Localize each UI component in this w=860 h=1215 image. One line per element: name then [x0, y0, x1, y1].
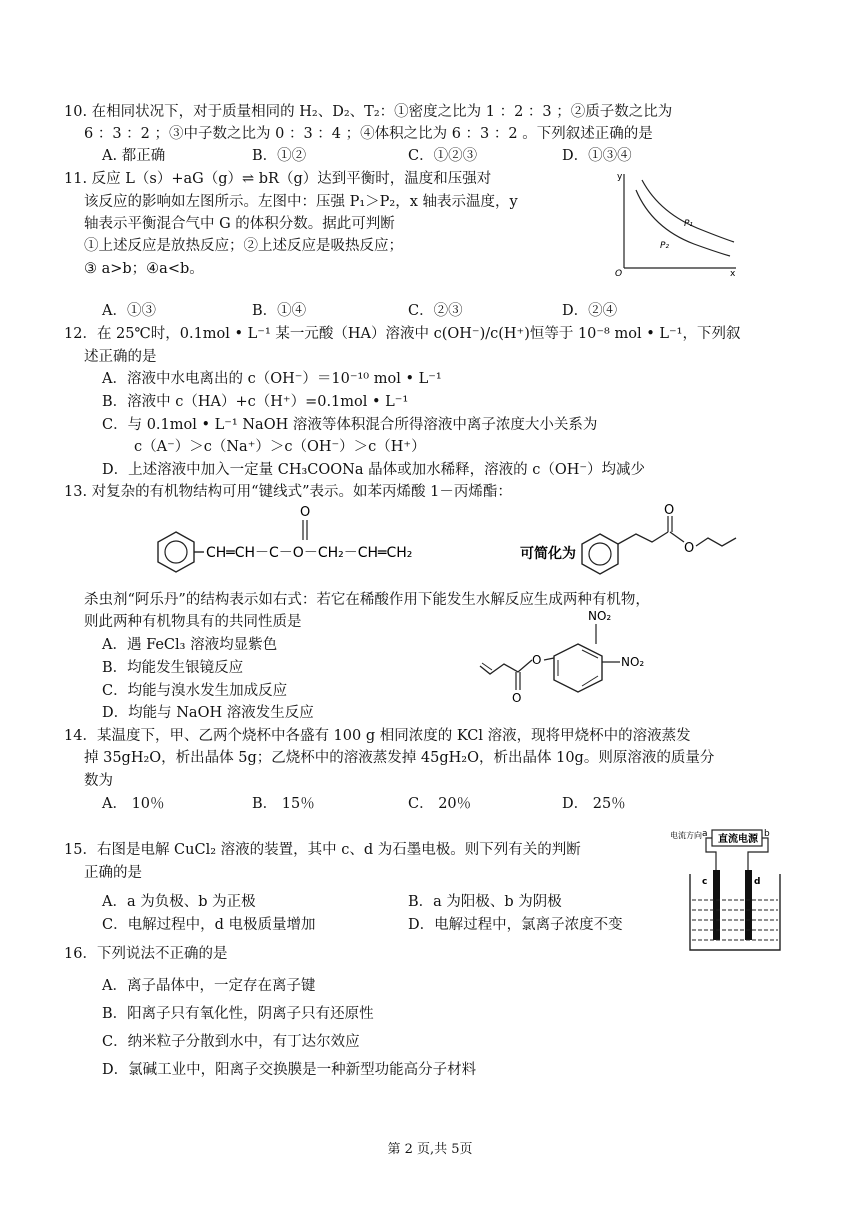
struct-o-ester: O: [532, 653, 542, 667]
q11-option-b: B．①④: [252, 303, 307, 319]
q16-option-d: D．氯碱工业中，阳离子交换膜是一种新型功能高分子材料: [102, 1062, 477, 1078]
q14-line3: 数为: [84, 773, 113, 789]
q12-option-a: A．溶液中水电离出的 c（OH⁻）＝10⁻¹⁰ mol • L⁻¹: [102, 371, 442, 387]
q15-option-b: B．a 为阳极、b 为阴极: [408, 894, 562, 910]
q14-line2: 掉 35gH₂O，析出晶体 5g；乙烧杯中的溶液蒸发掉 45gH₂O，析出晶体 10g。则原溶液的质量分: [84, 750, 715, 766]
q16-line1: 16．下列说法不正确的是: [64, 946, 228, 962]
y-axis-label: y: [617, 172, 623, 182]
q11-line3: 轴表示平衡混合气中 G 的体积分数。据此可判断: [84, 216, 395, 232]
simplify-label: 可简化为: [520, 546, 576, 562]
q11-option-a: A．①③: [102, 303, 156, 319]
struct-no2-right: NO₂: [621, 655, 645, 669]
q12-option-c-cont: c（A⁻）＞c（Na⁺）＞c（OH⁻）＞c（H⁺）: [134, 439, 426, 455]
power-label: 直流电源: [718, 834, 758, 845]
q10-option-c: C．①②③: [408, 148, 478, 164]
terminal-b-label: b: [764, 829, 770, 839]
x-axis-label: x: [730, 269, 736, 278]
curve-p2-label: P₂: [660, 241, 670, 251]
formula-carbonyl-o: O: [300, 505, 311, 520]
q14-option-c: C． 20％: [408, 796, 472, 812]
skeletal-benzene-icon: [582, 534, 618, 574]
q12-option-b: B．溶液中 c（HA）+c（H⁺）=0.1mol • L⁻¹: [102, 394, 409, 410]
benzene-ring-icon: [158, 532, 194, 572]
q12-line2: 述正确的是: [84, 349, 157, 365]
q12-option-c: C．与 0.1mol • L⁻¹ NaOH 溶液等体积混合所得溶液中离子浓度大小关系为: [102, 417, 598, 433]
formula-chain: CH═CH－C－O－CH₂－CH═CH₂: [206, 545, 413, 561]
origin-label: O: [615, 269, 623, 278]
q10-option-d: D．①③④: [562, 148, 632, 164]
q14-line1: 14．某温度下，甲、乙两个烧杯中各盛有 100 g 相同浓度的 KCl 溶液，现将甲烧杯中的溶液蒸发: [64, 728, 691, 744]
curve-p1: [642, 180, 734, 242]
q16-option-c: C．纳米粒子分散到水中，有丁达尔效应: [102, 1034, 360, 1050]
curve-p2: [636, 190, 730, 256]
q11-line1: 11. 反应 L（s）+aG（g）⇌ bR（g）达到平衡时，温度和压强对: [64, 171, 492, 187]
q11-option-d: D．②④: [562, 303, 618, 319]
q14-option-b: B． 15％: [252, 796, 315, 812]
terminal-a-label: a: [702, 829, 708, 839]
current-direction-label: 电流方向: [670, 831, 702, 840]
skeletal-o-ester: O: [684, 541, 695, 556]
q13-line2: 杀虫剂“阿乐丹”的结构表示如右式：若它在稀酸作用下能发生水解反应生成两种有机物，: [84, 592, 650, 608]
q15-option-c: C．电解过程中，d 电极质量增加: [102, 917, 316, 933]
q14-option-a: A． 10％: [102, 796, 165, 812]
q11-line5: ③ a>b；④a<b。: [84, 261, 204, 277]
q10-line1: 10. 在相同状况下，对于质量相同的 H₂、D₂、T₂：①密度之比为 1 ：2 ：3 ；②质子数之比为: [64, 104, 673, 120]
q13-formula: [148, 502, 738, 584]
q12-line1: 12．在 25℃时，0.1mol • L⁻¹ 某一元酸（HA）溶液中 c(OH⁻)/c(H⁺)恒等于 10⁻⁸ mol • L⁻¹，下列叙: [64, 326, 741, 342]
q12-option-d: D．上述溶液中加入一定量 CH₃COONa 晶体或加水稀释，溶液的 c（OH⁻）均减少: [102, 462, 646, 478]
q11-line4: ①上述反应是放热反应；②上述反应是吸热反应；: [84, 238, 403, 254]
q11-graph: [612, 168, 742, 278]
struct-no2-top: NO₂: [588, 609, 612, 623]
q15-option-a: A．a 为负极、b 为正极: [102, 894, 256, 910]
q10-option-b: B．①②: [252, 148, 307, 164]
aledan-ring-icon: [554, 644, 602, 692]
curve-p1-label: P₁: [684, 219, 694, 229]
q10-option-a: A. 都正确: [102, 148, 166, 164]
q16-option-a: A．离子晶体中，一定存在离子键: [102, 978, 316, 994]
q10-line2: 6 ：3 ：2 ；③中子数之比为 0 ：3 ：4 ；④体积之比为 6 ：3 ：2 。下列叙述正确的是: [84, 126, 653, 142]
skeletal-o-carbonyl: O: [664, 503, 675, 518]
q15-line2: 正确的是: [84, 865, 142, 881]
electrode-d-label: d: [754, 877, 761, 887]
q13-option-c: C．均能与溴水发生加成反应: [102, 683, 288, 699]
q15-electrolysis-apparatus: [668, 826, 796, 954]
q11-line2: 该反应的影响如左图所示。左图中：压强 P₁＞P₂，x 轴表示温度，y: [84, 194, 518, 210]
page-footer: 第 2 页,共 5页: [387, 1142, 473, 1157]
q16-option-b: B．阳离子只有氧化性，阴离子只有还原性: [102, 1006, 374, 1022]
q15-line1: 15．右图是电解 CuCl₂ 溶液的装置，其中 c、d 为石墨电极。则下列有关的判断: [64, 842, 581, 858]
q15-option-d: D．电解过程中，氯离子浓度不变: [408, 917, 623, 933]
q13-option-d: D．均能与 NaOH 溶液发生反应: [102, 705, 314, 721]
q14-option-d: D． 25％: [562, 796, 626, 812]
q13-option-b: B．均能发生银镜反应: [102, 660, 244, 676]
q13-option-a: A．遇 FeCl₃ 溶液均显紫色: [102, 637, 278, 653]
electrode-c-label: c: [702, 877, 708, 887]
q11-option-c: C．②③: [408, 303, 463, 319]
q13-line1: 13. 对复杂的有机物结构可用“键线式”表示。如苯丙烯酸 1－丙烯酯：: [64, 484, 512, 500]
struct-o-carbonyl: O: [512, 691, 522, 705]
q13-aledan-structure: [478, 604, 688, 716]
q13-line3: 则此两种有机物具有的共同性质是: [84, 614, 302, 630]
